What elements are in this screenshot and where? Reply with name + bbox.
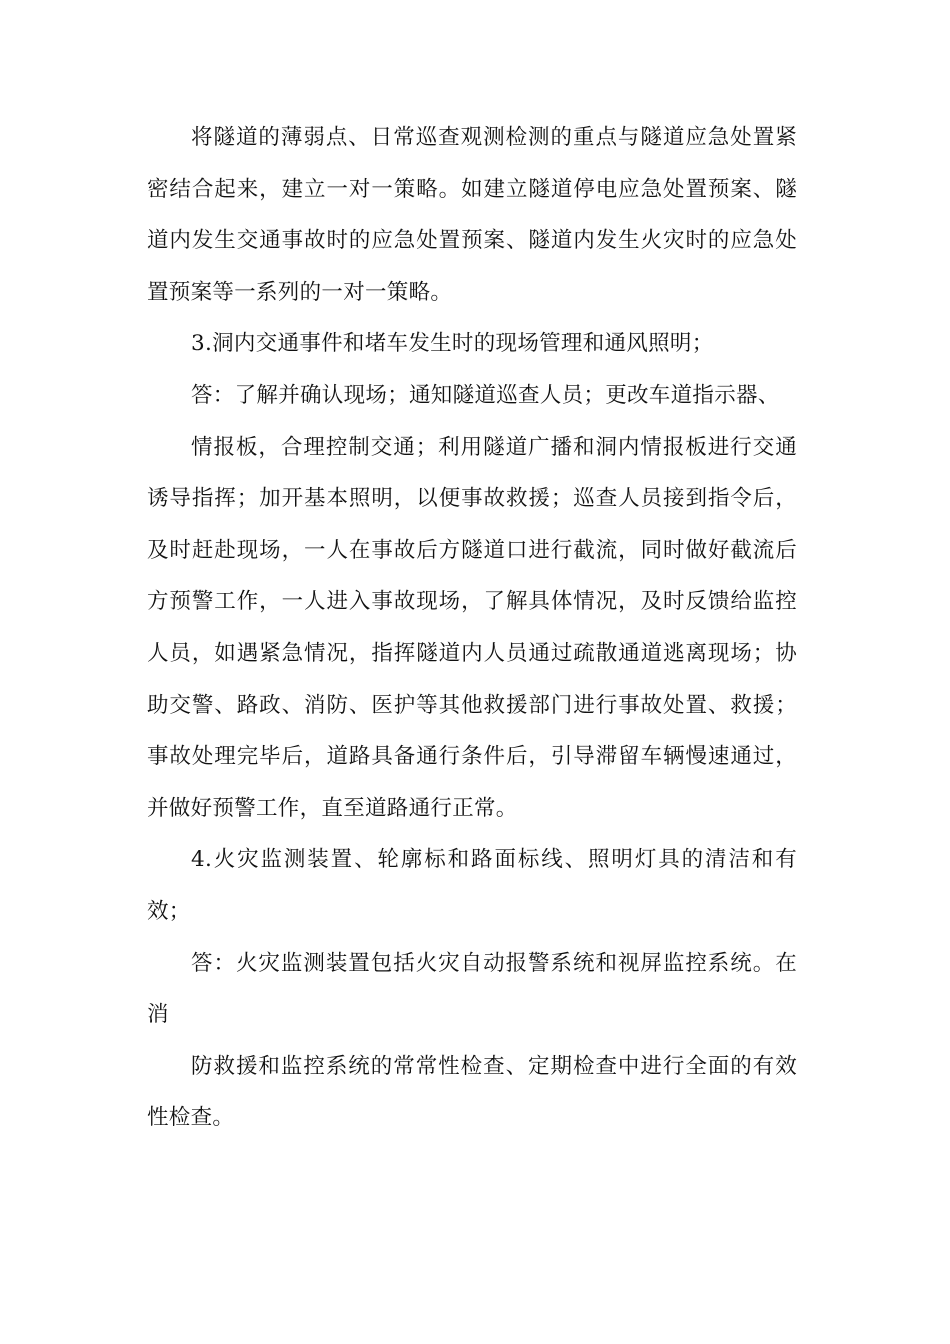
paragraph-answer-3-first-line: 答：了解并确认现场；通知隧道巡查人员；更改车道指示器、 xyxy=(191,382,780,408)
paragraph-answer-3-body: 情报板，合理控制交通；利用隧道广播和洞内情报板进行交通诱导指挥；加开基本照明，以便事故救援；巡查人员接到指令后，及时赶赴现场，一人在事故后方隧道口进行截流，同时做好截流后方预警工作，一人进入事故现场，了解具体情况，及时反馈给监控人员，如遇紧急情况，指挥隧道内人员通过疏散通道逃离现场；协助交警、路政、消防、医护等其他救援部门进行事故处置、救援；事故处理完毕后，道路具备通行条件后，引导滞留车辆慢速通过，并做好预警工作，直至道路通行正常。 xyxy=(147,434,797,821)
paragraph-question-3: 3.洞内交通事件和堵车发生时的现场管理和通风照明； xyxy=(191,331,714,357)
paragraph-answer-4-first-line: 答：火灾监测装置包括火灾自动报警系统和视屏监控系统。在消 xyxy=(147,950,797,1028)
paragraph-question-4: 4.火灾监测装置、轮廓标和路面标线、照明灯具的清洁和有效； xyxy=(147,847,797,924)
document-body xyxy=(147,112,797,1144)
paragraph-emergency-strategy: 将隧道的薄弱点、日常巡查观测检测的重点与隧道应急处置紧密结合起来，建立一对一策略。如建立隧道停电应急处置预案、隧道内发生交通事故时的应急处置预案、隧道内发生火灾时的应急处置预案等一系列的一对一策略。 xyxy=(147,125,797,305)
paragraph-answer-4-body: 防救援和监控系统的常常性检查、定期检查中进行全面的有效性检查。 xyxy=(147,1053,797,1131)
